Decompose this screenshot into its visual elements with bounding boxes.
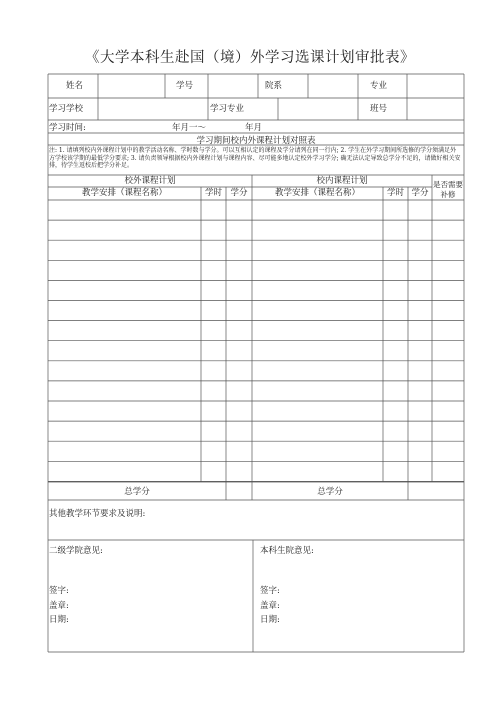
outside-course-header: 教学安排（课程名称）: [81, 188, 167, 198]
inside-hours-header: 学时: [386, 188, 404, 198]
major-label: 专业: [370, 81, 388, 91]
school-label: 学习学校: [49, 104, 84, 114]
study-time-to: 年月: [245, 123, 263, 133]
inside-credits-header: 学分: [411, 188, 429, 198]
other-requirements-label: 其他教学环节要求及说明:: [49, 509, 146, 519]
study-time-label: 学习时间:: [49, 123, 86, 133]
compare-title: 学习期间校内外课程计划对照表: [196, 136, 316, 146]
school-seal-label: 盖章:: [49, 601, 69, 611]
outside-total-credits: 总学分: [124, 487, 150, 497]
study-major-label: 学习专业: [210, 104, 245, 114]
name-label: 姓名: [66, 81, 84, 91]
inside-course-header: 教学安排（课程名称）: [274, 188, 360, 198]
outside-hours-header: 学时: [204, 188, 222, 198]
college-opinion-label: 本科生院意见:: [260, 546, 314, 556]
class-no-label: 班号: [370, 104, 388, 114]
school-signature-label: 签字:: [49, 586, 69, 596]
department-label: 院系: [265, 81, 283, 91]
college-signature-label: 签字:: [260, 586, 280, 596]
college-date-label: 日期:: [260, 615, 280, 625]
form-title: 《大学本科生赴国（境）外学习选课计划审批表》: [85, 50, 415, 66]
college-seal-label: 盖章:: [260, 601, 280, 611]
instructions-note: 注: 1. 请填列校内外课程计划中的教学活动名称、学时数与学分。可以互相认定的课程及学分请列在同一行内; 2. 学生在外学习期间所选修的学分须满足外方学校该学期的最低学分要求; 3. 请负责领导根据校内外课程计划与课程内容、尽可能多地认定校外学习学分; 确无法认定导致总学分不足的，请做好相关安排，待学生返校后把学分补足。: [49, 147, 461, 169]
inside-total-credits: 总学分: [317, 487, 343, 497]
inside-plan-header: 校内课程计划: [316, 176, 368, 186]
outside-plan-header: 校外课程计划: [124, 176, 176, 186]
student-id-label: 学号: [176, 81, 194, 91]
school-date-label: 日期:: [49, 615, 69, 625]
need-makeup-header: 是否需要补修: [433, 180, 463, 199]
outside-credits-header: 学分: [230, 188, 248, 198]
study-time-from: 年月一～: [172, 123, 207, 133]
school-opinion-label: 二级学院意见:: [49, 546, 103, 556]
